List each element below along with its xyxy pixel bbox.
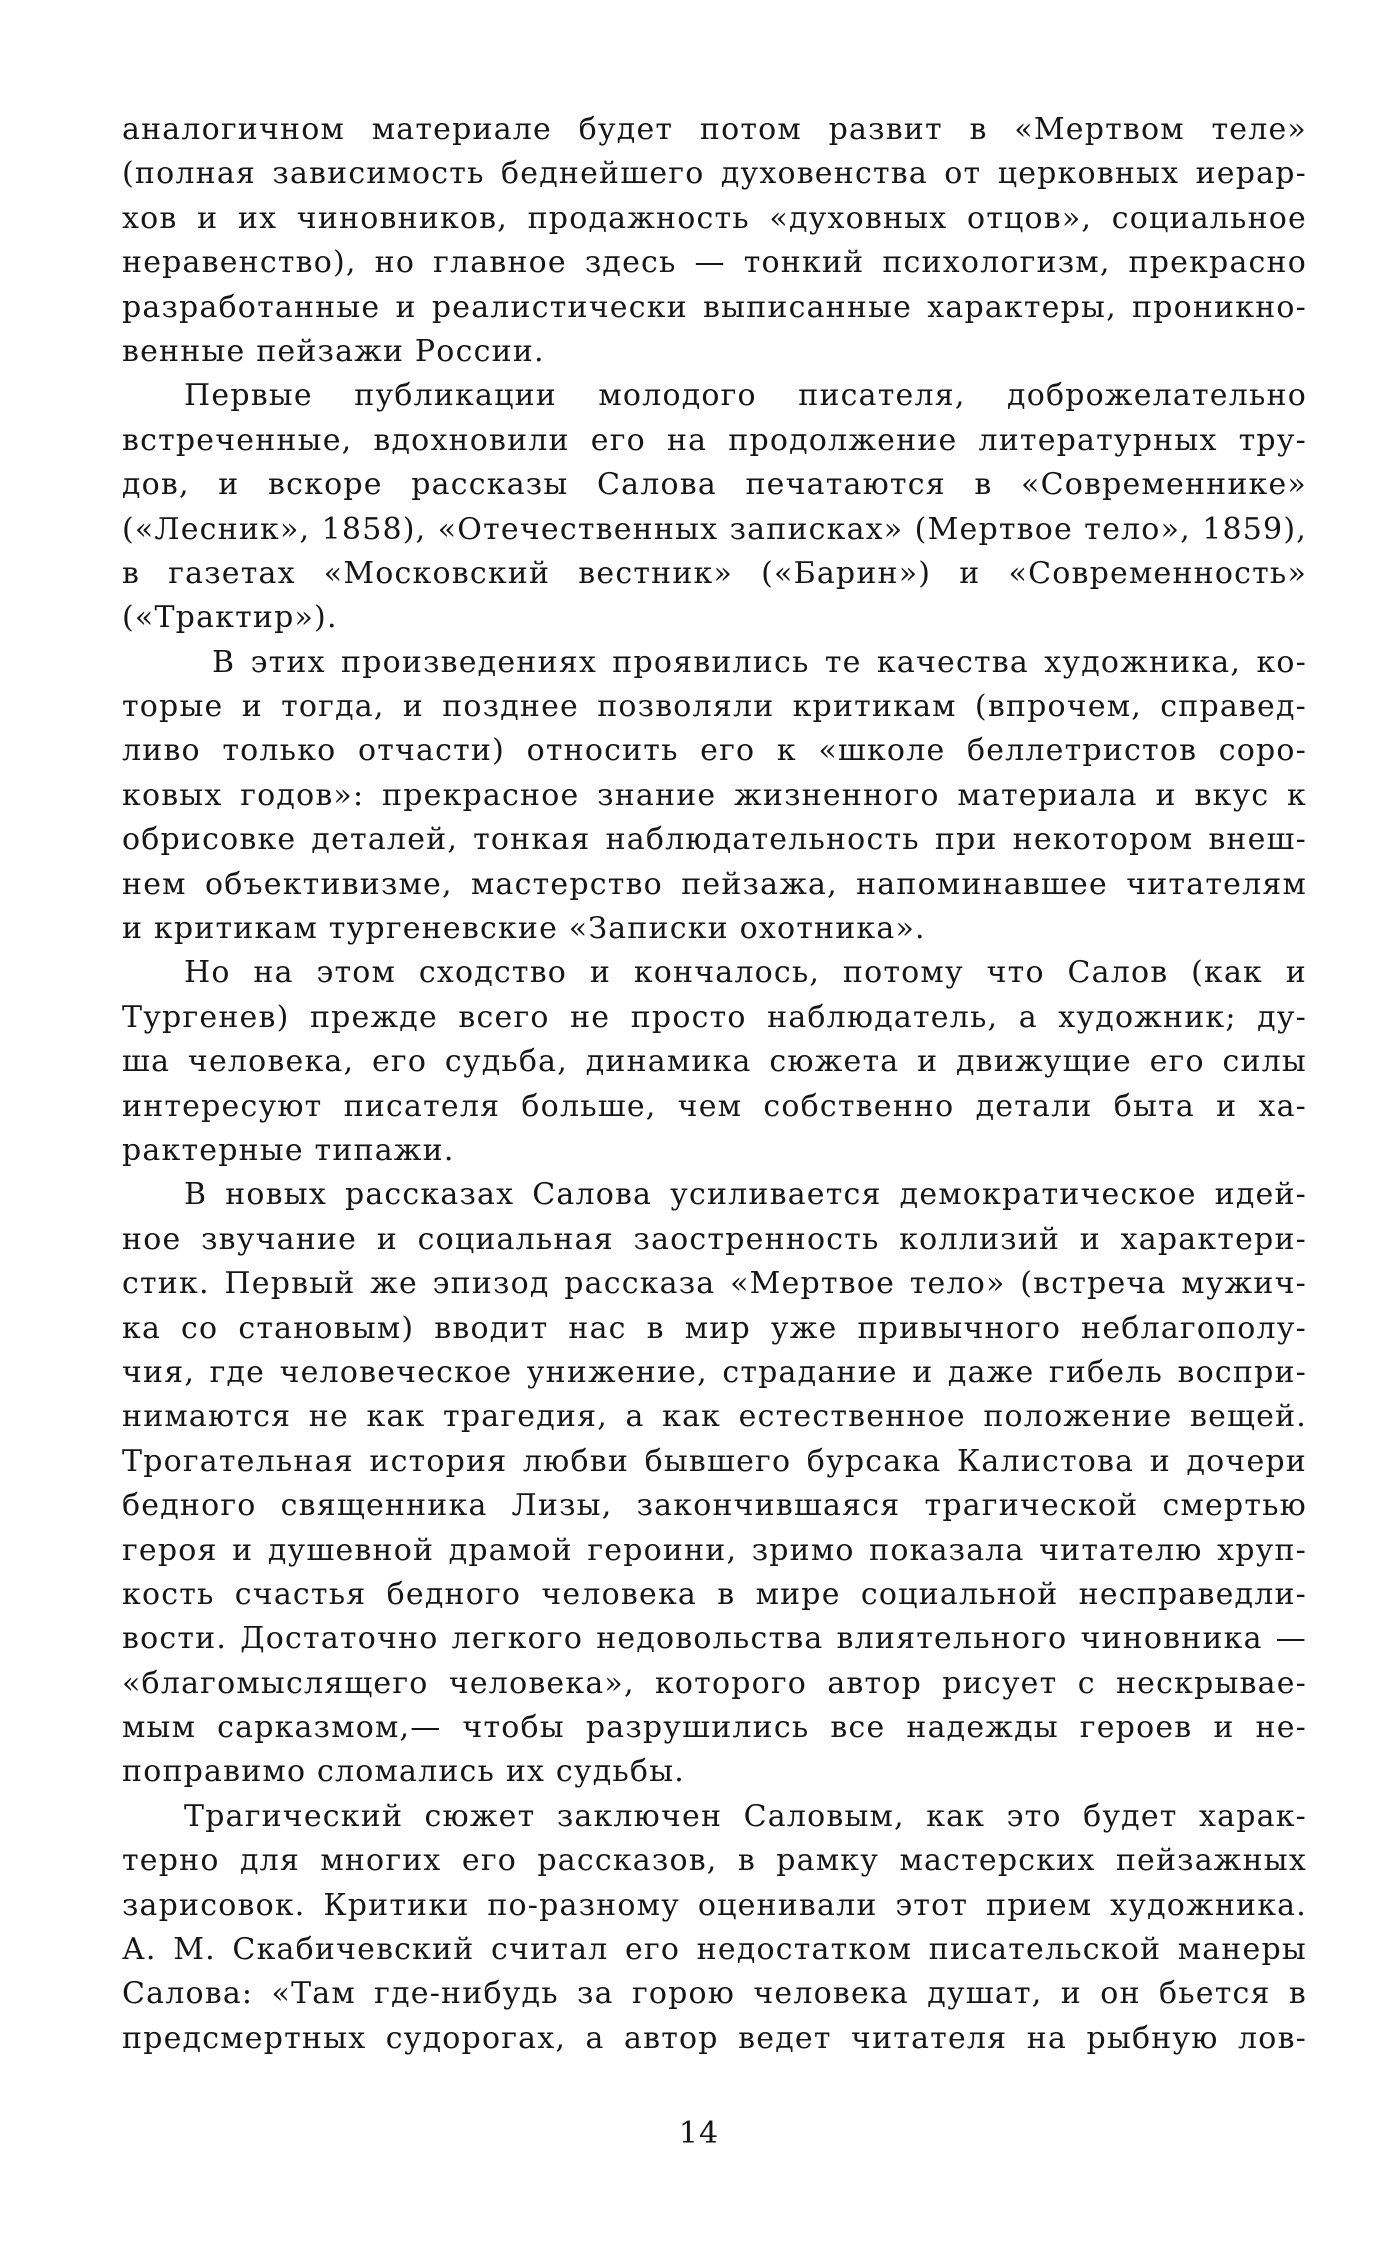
text-line: (полная зависимость беднейшего духовенства от церковных иерар-	[122, 156, 1307, 192]
paragraph-first-line: В этих произведениях проявились те качества художника, ко-	[212, 644, 1307, 680]
text-line: стик. Первый же эпизод рассказа «Мертвое тело» (встреча мужич-	[122, 1266, 1307, 1302]
text-line: хов и их чиновников, продажность «духовных отцов», социальное	[122, 200, 1307, 236]
text-line: героя и душевной драмой героини, зримо показала читателю хруп-	[122, 1532, 1307, 1568]
text-line: и критикам тургеневские «Записки охотника».	[122, 911, 926, 947]
text-line: рактерные типажи.	[122, 1132, 455, 1168]
text-line: кость счастья бедного человека в мире социальной несправедли-	[122, 1576, 1307, 1612]
text-line: бедного священника Лизы, закончившаяся трагической смертью	[122, 1488, 1307, 1524]
body-text	[122, 108, 1307, 2061]
text-line: поправимо сломались их судьбы.	[122, 1754, 686, 1790]
text-line: («Лесник», 1858), «Отечественных записках» (Мертвое тело», 1859),	[122, 511, 1307, 547]
paragraph-first-line: В новых рассказах Салова усиливается демократическое идей-	[184, 1177, 1307, 1213]
text-line: ка со становым) вводит нас в мир уже привычного неблагополу-	[122, 1310, 1307, 1346]
text-line: ное звучание и социальная заостренность коллизий и характери-	[122, 1221, 1307, 1257]
text-line: неравенство), но главное здесь — тонкий психологизм, прекрасно	[122, 245, 1307, 281]
text-line: «благомыслящего человека», которого автор рисует с нескрывае-	[122, 1665, 1307, 1701]
text-line: венные пейзажи России.	[122, 333, 545, 369]
text-line: Салова: «Там где-нибудь за горою человека душат, и он бьется в	[122, 1976, 1307, 2012]
text-line: зарисовок. Критики по-разному оценивали этот прием художника.	[122, 1887, 1307, 1923]
text-line: чия, где человеческое унижение, страдание и даже гибель воспри-	[122, 1354, 1307, 1390]
text-line: ша человека, его судьба, динамика сюжета и движущие его силы	[122, 1044, 1307, 1080]
paragraph-first-line: Первые публикации молодого писателя, доброжелательно	[184, 378, 1307, 414]
text-line: нем объективизме, мастерство пейзажа, напоминавшее читателям	[122, 866, 1307, 902]
text-line: вости. Достаточно легкого недовольства влиятельного чиновника —	[122, 1621, 1307, 1657]
text-line: нимаются не как трагедия, а как естественное положение вещей.	[122, 1399, 1307, 1435]
text-line: предсмертных судорогах, а автор ведет читателя на рыбную лов-	[122, 2020, 1307, 2056]
paragraph-first-line: Трагический сюжет заключен Саловым, как это будет харак-	[184, 1798, 1307, 1834]
text-line: дов, и вскоре рассказы Салова печатаются в «Современнике»	[122, 467, 1307, 503]
paragraph-first-line: Но на этом сходство и кончалось, потому что Салов (как и	[184, 955, 1307, 991]
text-line: А. М. Скабичевский считал его недостатком писательской манеры	[122, 1932, 1307, 1968]
text-line: терно для многих его рассказов, в рамку мастерских пейзажных	[122, 1843, 1307, 1879]
text-line: мым сарказмом,— чтобы разрушились все надежды героев и не-	[122, 1710, 1307, 1746]
text-line: («Трактир»).	[122, 600, 338, 636]
text-line: торые и тогда, и позднее позволяли критикам (впрочем, справед-	[122, 689, 1307, 725]
page-number: 14	[678, 2116, 720, 2151]
text-line: разработанные и реалистически выписанные характеры, проникно-	[122, 289, 1307, 325]
text-line: интересуют писателя больше, чем собственно детали быта и ха-	[122, 1088, 1307, 1124]
text-line: аналогичном материале будет потом развит в «Мертвом теле»	[122, 112, 1307, 147]
text-line: ливо только отчасти) относить его к «школе беллетристов соро-	[122, 733, 1307, 769]
text-line: обрисовке деталей, тонкая наблюдательность при некотором внеш-	[122, 822, 1307, 858]
text-line: в газетах «Московский вестник» («Барин») и «Современность»	[122, 555, 1307, 591]
text-line: Трогательная история любви бывшего бурсака Калистова и дочери	[122, 1443, 1307, 1479]
text-line: ковых годов»: прекрасное знание жизненного материала и вкус к	[122, 777, 1307, 813]
text-line: встреченные, вдохновили его на продолжение литературных тру-	[122, 422, 1307, 458]
text-line: Тургенев) прежде всего не просто наблюдатель, а художник; ду-	[122, 999, 1307, 1035]
